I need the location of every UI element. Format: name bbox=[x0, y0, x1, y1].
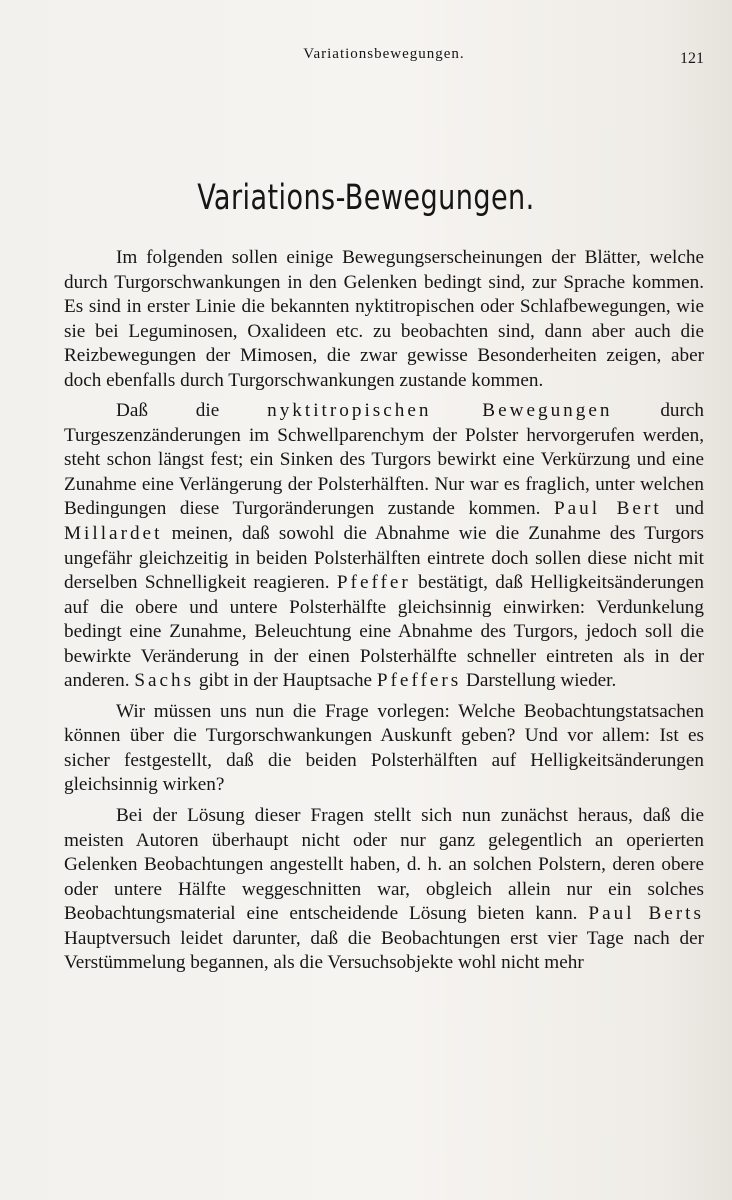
author-name: Paul Berts bbox=[588, 903, 704, 925]
body-text bbox=[64, 246, 704, 982]
text-run: Darstellung wieder. bbox=[461, 670, 617, 692]
text-run: und bbox=[661, 498, 704, 520]
page-header bbox=[64, 44, 704, 68]
text-run: bestätigt, daß Helligkeitsänderungen auf die obere und untere Polsterhälfte gleichsinnig einwirken: Verdunkelung bedingt eine Zunahme, Beleuchtung eine Abnahme des Turgors, jedoch soll die bewirkte Veränderung in der einen Polsterhälfte schneller eintreten als in der anderen. bbox=[64, 572, 704, 692]
paragraph-3: Wir müssen uns nun die Frage vorlegen: Welche Beobachtungstatsachen können über die Turgorschwankungen Auskunft geben? Und vor allem: Ist es sicher festgestellt, daß die beiden Polsterhälften auf Helligkeitsänderungen gleichsinnig wirken? bbox=[64, 700, 704, 796]
author-name: Millardet bbox=[64, 523, 163, 545]
page-number: 121 bbox=[680, 50, 704, 67]
paragraph-1: Im folgenden sollen einige Bewegungserscheinungen der Blätter, welche durch Turgorschwankungen in den Gelenken bedingt sind, zur Sprache kommen. Es sind in erster Linie die bekannten nyktitropischen oder Schlafbewegungen, wie sie bei Leguminosen, Oxalideen etc. zu beobachten sind, dann aber auch die Reizbewegungen der Mimosen, die zwar gewisse Besonderheiten zeigen, aber doch ebenfalls durch Turgorschwankungen zustande kommen. bbox=[64, 247, 704, 391]
author-name: Paul Bert bbox=[553, 498, 662, 520]
author-name: Pfeffer bbox=[336, 572, 411, 594]
text-run: Bei der Lösung dieser Fragen stellt sich nun zunächst heraus, daß die meisten Autoren überhaupt nicht oder nur ganz gelegentlich an operierten Gelenken Beobachtungen angestellt haben, d. h. an solchen Polstern, deren obere oder untere Hälfte weggeschnitten war, obgleich allein nur ein solches Beobachtungsmaterial eine entscheidende Lösung bieten kann. bbox=[64, 805, 704, 925]
text-run: Hauptversuch leidet darunter, daß die Beobachtungen erst vier Tage nach der Verstümmelung begannen, als die Versuchsobjekte wohl nicht mehr bbox=[64, 927, 704, 974]
paragraph-4 bbox=[64, 804, 704, 976]
text-run: gibt in der Hauptsache bbox=[194, 670, 377, 692]
paragraph-2 bbox=[64, 399, 704, 694]
text-run: durch Turgeszenzänderungen im Schwellparenchym der Polster hervorgerufen werden, steht schon längst fest; ein Sinken des Turgors bewirkt eine Verkürzung und eine Zunahme eine Verlängerung der Polsterhälften. Nur war es fraglich, unter welchen Bedingungen diese Turgoränderungen zustande kommen. bbox=[64, 400, 705, 520]
chapter-title: Variations-Bewegungen. bbox=[197, 178, 535, 218]
emphasis-term: nyktitropischen Bewegungen bbox=[267, 400, 613, 422]
text-run: meinen, daß sowohl die Abnahme wie die Zunahme des Turgors ungefähr gleichzeitig in beiden Polsterhälften eintrete doch sollen diese nicht mit derselben Schnelligkeit reagieren. bbox=[64, 523, 704, 594]
author-name: Sachs bbox=[134, 670, 195, 692]
text-run: Daß die bbox=[116, 400, 268, 422]
running-title: Variationsbewegungen. bbox=[303, 46, 465, 62]
author-name: Pfeffers bbox=[376, 670, 462, 692]
